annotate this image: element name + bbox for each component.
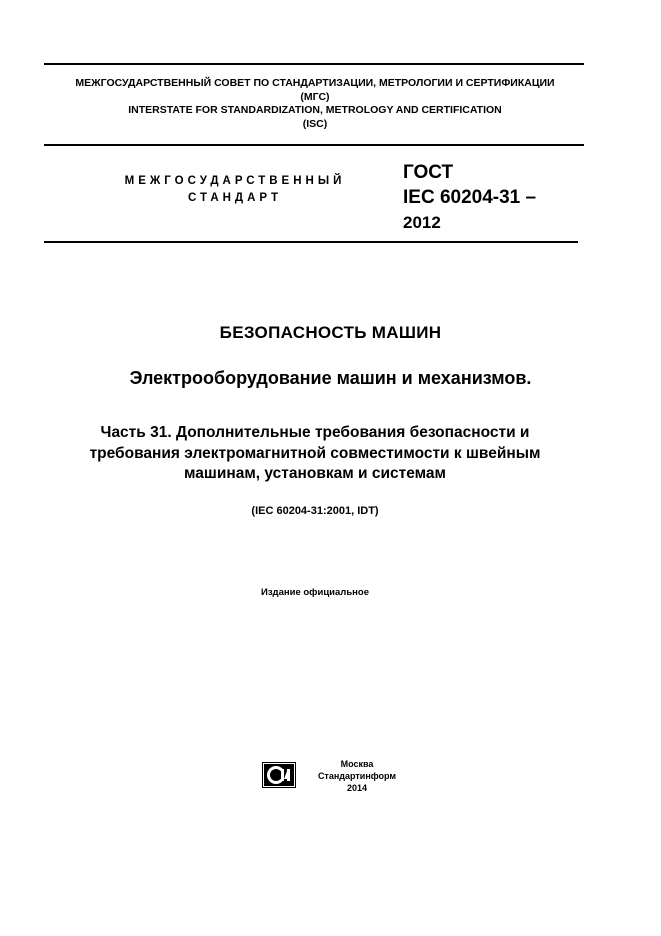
part-title-line2: требования электромагнитной совместимости к швейным bbox=[89, 444, 541, 462]
standartinform-logo-icon bbox=[262, 762, 296, 788]
council-abbr-en: (ISC) bbox=[302, 117, 328, 130]
part-title bbox=[30, 423, 600, 485]
council-header bbox=[40, 77, 590, 131]
publisher-block bbox=[302, 758, 412, 794]
edition-note: Издание официальное bbox=[261, 587, 369, 598]
standard-type bbox=[100, 173, 370, 207]
main-title: БЕЗОПАСНОСТЬ МАШИН bbox=[219, 323, 442, 342]
standard-type-line2: СТАНДАРТ bbox=[188, 192, 282, 204]
standard-code-line1: ГОСТ bbox=[403, 162, 454, 183]
council-name-en: INTERSTATE FOR STANDARDIZATION, METROLOGY AND CERTIFICATION bbox=[128, 104, 502, 116]
standard-code-year: 2012 bbox=[403, 213, 441, 232]
publisher-city: Москва bbox=[340, 759, 374, 769]
publisher-name: Стандартинформ bbox=[317, 771, 397, 781]
part-title-line3: машинам, установкам и системам bbox=[184, 465, 446, 482]
standard-code-line2: IEC 60204-31 – bbox=[403, 187, 537, 208]
identity-note: (IEC 60204-31:2001, IDT) bbox=[251, 505, 379, 517]
publisher-year: 2014 bbox=[346, 783, 368, 793]
standard-code bbox=[403, 160, 536, 235]
council-name-ru: МЕЖГОСУДАРСТВЕННЫЙ СОВЕТ ПО СТАНДАРТИЗАЦИИ, МЕТРОЛОГИИ И СЕРТИФИКАЦИИ bbox=[75, 77, 555, 89]
council-abbr-ru: (МГС) bbox=[300, 90, 330, 103]
standard-rule bbox=[44, 241, 578, 243]
sub-title: Электрооборудование машин и механизмов. bbox=[129, 368, 532, 388]
header-rule bbox=[44, 144, 584, 146]
top-rule bbox=[44, 63, 584, 65]
part-title-line1: Часть 31. Дополнительные требования безопасности и bbox=[100, 424, 530, 441]
standard-type-line1: МЕЖГОСУДАРСТВЕННЫЙ bbox=[124, 175, 346, 187]
